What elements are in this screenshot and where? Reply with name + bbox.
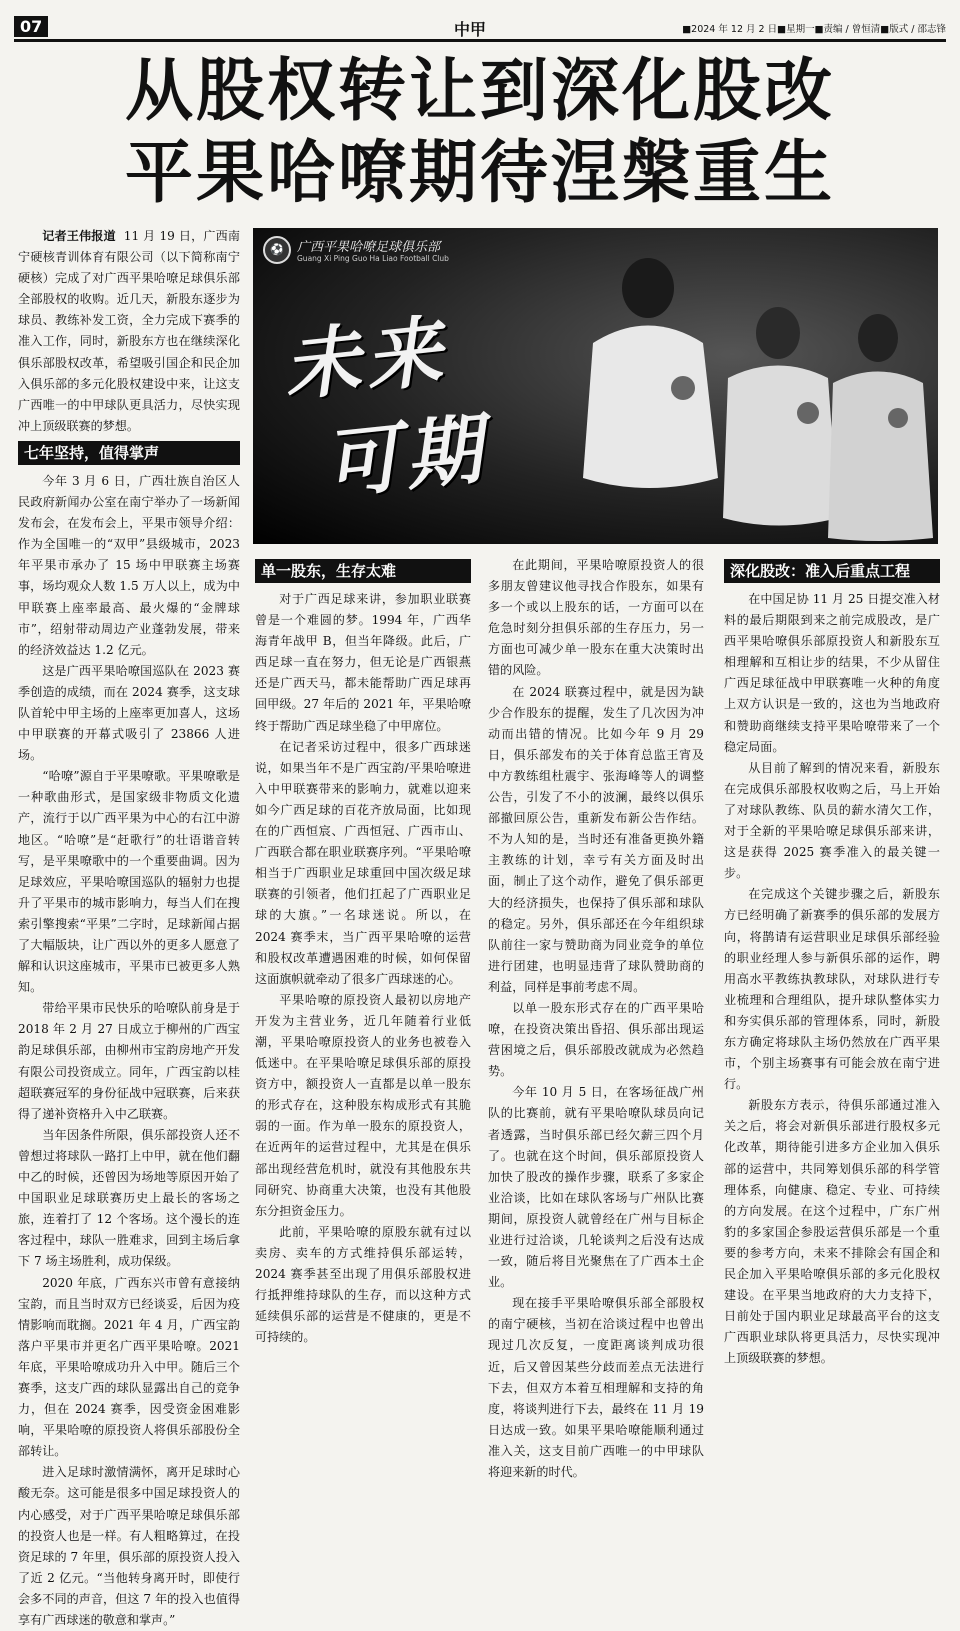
club-name-en: Guang Xi Ping Guo Ha Liao Football Club <box>297 254 449 263</box>
paragraph: 今年 10 月 5 日，在客场征战广州队的比赛前，就有平果哈嘹队球员向记者透露，当时俱乐部已经欠薪三四个月了。也就在这个时间，俱乐部原投资人加快了股改的操作步骤，联系了多家企业洽谈，比如在球队客场与广州队比赛期间，原投资人就曾经在广州与目标企业进行过洽谈，几轮谈判之后没有达成一致，随后将目光聚焦在了广西本土企业。 <box>488 1085 704 1290</box>
slogan-line-2: 可期 <box>319 403 492 510</box>
players-silhouette <box>553 248 938 544</box>
byline: 记者王伟报道 <box>42 229 116 243</box>
subhead-3: 深化股改：准入后重点工程 <box>724 559 940 583</box>
slogan-line-1: 未来 <box>279 305 452 412</box>
paragraph: 进入足球时激情满怀，离开足球时心酸无奈。这可能是很多中国足球投资人的内心感受，对于广西平果哈嘹足球俱乐部的投资人也是一样。有人粗略算过，在投资足球的 7 年里，俱乐部的原投资人投入了近 2 亿元。“当他转身离开时，即使行会多不同的声音，但这 7 年的投入也值得享有广西球迷的敬意和掌声。” <box>18 1465 240 1627</box>
headline-line-1: 从股权转让到深化股改 <box>124 52 835 131</box>
paragraph: 在记者采访过程中，很多广西球迷说，如果当年不是广西宝韵/平果哈嘹进入中甲联赛带来的影响力，就难以迎来如今广西足球的百花齐放局面，比如现在的广西恒宸、广西恒冠、广西市山、广西联合都在职业联赛序列。“平果哈嘹相当于广西职业足球重回中国次级足球联赛的引领者，他们扛起了广西职业足球的大旗。”一名球迷说。所以，在 2024 赛季末，当广西平果哈嘹的运营和股权改革遭遇困难的时候，如何保留这面旗帜就牵动了很多广西球迷的心。 <box>255 739 471 986</box>
page-header <box>14 12 946 42</box>
paragraph: 在中国足协 11 月 25 日提交准入材料的最后期限到来之前完成股改，是广西平果哈嘹俱乐部原投资人和新股东互相理解和互相让步的结果，不少从留住广西足球征战中甲联赛唯一火种的角度上双方认识是一致的，这也为当地政府和赞助商继续支持平果哈嘹带来了一个稳定局面。 <box>724 592 940 754</box>
headline-line-2: 平果哈嘹期待涅槃重生 <box>124 134 835 213</box>
paragraph: 在完成这个关键步骤之后，新股东方已经明确了新赛季的俱乐部的发展方向，将鹊请有运营职业足球俱乐部经验的职业经理人参与新俱乐部的运作，聘用高水平教练执教球队，对球队进行专业梳理和合理组队，提升球队整体实力和夯实俱乐部的管理体系，同时，新股东方确定将球队主场仍然放在广西平果市，个别主场赛事有可能会放在南宁进行。 <box>724 887 940 1092</box>
column-3 <box>488 555 704 1480</box>
column-4 <box>724 555 940 1366</box>
paragraph: 在 2024 联赛过程中，就是因为缺少合作股东的提醒，发生了几次因为冲动而出错的情况。比如今年 9 月 29 日，俱乐部发布的关于体育总监王宵及中方教练组杜震宇、张海峰等人的调整公告，引发了不小的波澜，最终以俱乐部撤回原公告，重新发布新公告作结。不为人知的是，当时还有准备更换外籍主教练的计划，幸亏有关方面及时出面，制止了这个动作，避免了俱乐部更大的经济损失，也保持了俱乐部和球队的稳定。另外，俱乐部还在今年组织球队前往一家与赞助商为同业竞争的单位进行团建，也明显违背了球队赞助商的利益，同样是事前考虑不周。 <box>488 684 704 994</box>
club-crest-icon: ⚽ <box>263 236 291 264</box>
paragraph: 在此期间，平果哈嘹原投资人的很多朋友曾建议他寻找合作股东，如果有多一个或以上股东的话，一方面可以在危急时刻分担俱乐部的生存压力，另一方面也可减少单一股东在重大决策时出错的风险。 <box>488 558 704 678</box>
paragraph: 这是广西平果哈嘹国巡队在 2023 赛季创造的成绩，而在 2024 赛季，这支球队首轮中甲主场的上座率更加喜人，这场中甲联赛的开幕式吸引了 23866 人进场。 <box>18 663 240 763</box>
paragraph: 从目前了解到的情况来看，新股东在完成俱乐部股权收购之后，马上开始了对球队教练、队员的薪水清欠工作，对于全新的平果哈嘹足球俱乐部来讲，这是获得 2025 赛季准入的最关键一步。 <box>724 760 940 881</box>
column-1 <box>18 226 240 1627</box>
section-title: 中甲 <box>454 20 487 39</box>
club-name-cn: 广西平果哈嘹足球俱乐部 <box>297 240 441 255</box>
paragraph: 以单一股东形式存在的广西平果哈嘹，在投资决策出昏招、俱乐部出现运营困境之后，俱乐部股改就成为必然趋势。 <box>488 1000 704 1079</box>
paragraph: 平果哈嘹的原投资人最初以房地产开发为主营业务，近几年随着行业低潮，平果哈嘹原投资人的业务也被卷入低迷中。在平果哈嘹足球俱乐部的原投资方中，额投资人一直都是以单一股东的形式存在，这种股东构成形式有其脆弱的一面。作为单一股东的原投资人，在近两年的运营过程中，尤其是在俱乐部出现经营危机时，就没有其他股东共同研究、协商重大决策，也没有其他股东分担资金压力。 <box>255 992 471 1218</box>
subhead-1: 七年坚持，值得掌声 <box>18 441 240 465</box>
paragraph: 对于广西足球来讲，参加职业联赛曾是一个难圆的梦。1994 年，广西华海青年战甲 B，但当年降级。此后，广西足球一直在努力，但无论是广西银燕还是广西天马，都未能帮助广西足球再回甲级。27 年后的 2021 年，平果哈嘹终于帮助广西足球坐稳了中甲席位。 <box>255 592 471 733</box>
dateline: ■2024 年 12 月 2 日■星期一■责编 / 曾恒清■版式 / 邵志锋 <box>682 24 946 35</box>
paragraph: 11 月 19 日，广西南宁硬核青训体育有限公司（以下简称南宁硬核）完成了对广西平果哈嘹足球俱乐部全部股权的收购。近几天，新股东逐步为球员、教练补发工资，全力完成下赛季的准入工作，同时，新股东方也在继续深化俱乐部股权改革，希望吸引国企和民企加入俱乐部的多元化股权建设中来，让这支广西唯一的中甲球队更具活力，尽快实现冲上顶级联赛的梦想。 <box>18 229 240 433</box>
column-2 <box>255 555 471 1345</box>
subhead-2: 单一股东，生存太难 <box>255 559 471 583</box>
paragraph: 新股东方表示，待俱乐部通过准入关之后，将会对新俱乐部进行股权多元化改革，期待能引进多方企业加入俱乐部的运营中，共同筹划俱乐部的科学管理体系，向健康、稳定、专业、可持续的方向发展。在这个过程中，广东广州豹的多家国企参股运营俱乐部是一个重要的参考方向，未来不排除会有国企和民企加入平果哈嘹俱乐部的多元化股权建设。在平果当地政府的大力支持下，日前处于国内职业足球最高平台的这支广西职业球队将更具活力，尽快实现冲上顶级联赛的梦想。 <box>724 1098 940 1366</box>
paragraph: 此前，平果哈嘹的原股东就有过以卖房、卖车的方式维持俱乐部运转，2024 赛季甚至出现了用俱乐部股权进行抵押维持球队的生存，而以这种方式延续俱乐部的运营是不健康的，更是不可持续的。 <box>255 1224 471 1345</box>
page-number: 07 <box>14 16 48 37</box>
paragraph: 今年 3 月 6 日，广西壮族自治区人民政府新闻办公室在南宁举办了一场新闻发布会，在发布会上，平果市领导介绍：作为全国唯一的“双甲”县级城市，2023 年平果市承办了 15 场中甲联赛主场赛事，场均观众人数 1.5 万人以上，成为中甲联赛上座率最高、最火爆的“金牌球市”，绍射带动周边产业蓬勃发展，带来的经济效益达 1.2 亿元。 <box>18 473 240 657</box>
paragraph: 带给平果市民快乐的哈嘹队前身是于 2018 年 2 月 27 日成立于柳州的广西宝韵足球俱乐部，由柳州市宝韵房地产开发有限公司投资成立。同年，广西宝韵以桂超联赛冠军的身份征战中冠联赛，后来获得了递补资格升入中乙联赛。 <box>18 1001 240 1121</box>
paragraph: 现在接手平果哈嘹俱乐部全部股权的南宁硬核，当初在洽谈过程中也曾出现过几次反复，一度距离谈判成功很近，后又曾因某些分歧而差点无法进行下去，但双方本着互相理解和支持的角度，将谈判进行下去，最终在 11 月 19 日达成一致。如果平果哈嘹能顺利通过准入关，这支目前广西唯一的中甲球队将迎来新的时代。 <box>488 1296 704 1480</box>
team-photo <box>253 228 938 544</box>
paragraph: 当年因条件所限，俱乐部投资人还不曾想过将球队一路打上中甲，就在他们翻中乙的时候，还曾因为场地等原因开始了中国职业足球联赛历史上最长的客场之旅，连着打了 12 个客场。这个漫长的连客过程中，球队一胜难求，回到主场后拿下 7 场主场胜利，成功保级。 <box>18 1127 240 1269</box>
paragraph: “哈嘹”源自于平果嘹歌。平果嘹歌是一种歌曲形式，是国家级非物质文化遗产，流行于以广西平果为中心的右江中游地区。“哈嘹”是“赶歌行”的壮语谐音转写，是平果嘹歌中的一个重要曲调。因为足球效应，平果哈嘹国巡队的辐射力也提升了平果市的城市影响力，每当人们在搜索引擎搜索“平果”二字时，足球新闻占据了大幅版块，让广西以外的更多人愿意了解和认识这座城市，平果市已被更多人熟知。 <box>18 769 240 995</box>
paragraph: 2020 年底，广西东兴市曾有意接纳宝韵，而且当时双方已经谈妥，后因为疫情影响而耽搁。2021 年 4 月，广西宝韵落户平果市并更名广西平果哈嘹。2021 年底，平果哈嘹成功升入中甲。随后三个赛季，这支广西的球队显露出自己的竞争力，但在 2024 赛季，因受资金困难影响，平果哈嘹的原投资人将俱乐部股份全部转让。 <box>18 1275 240 1459</box>
